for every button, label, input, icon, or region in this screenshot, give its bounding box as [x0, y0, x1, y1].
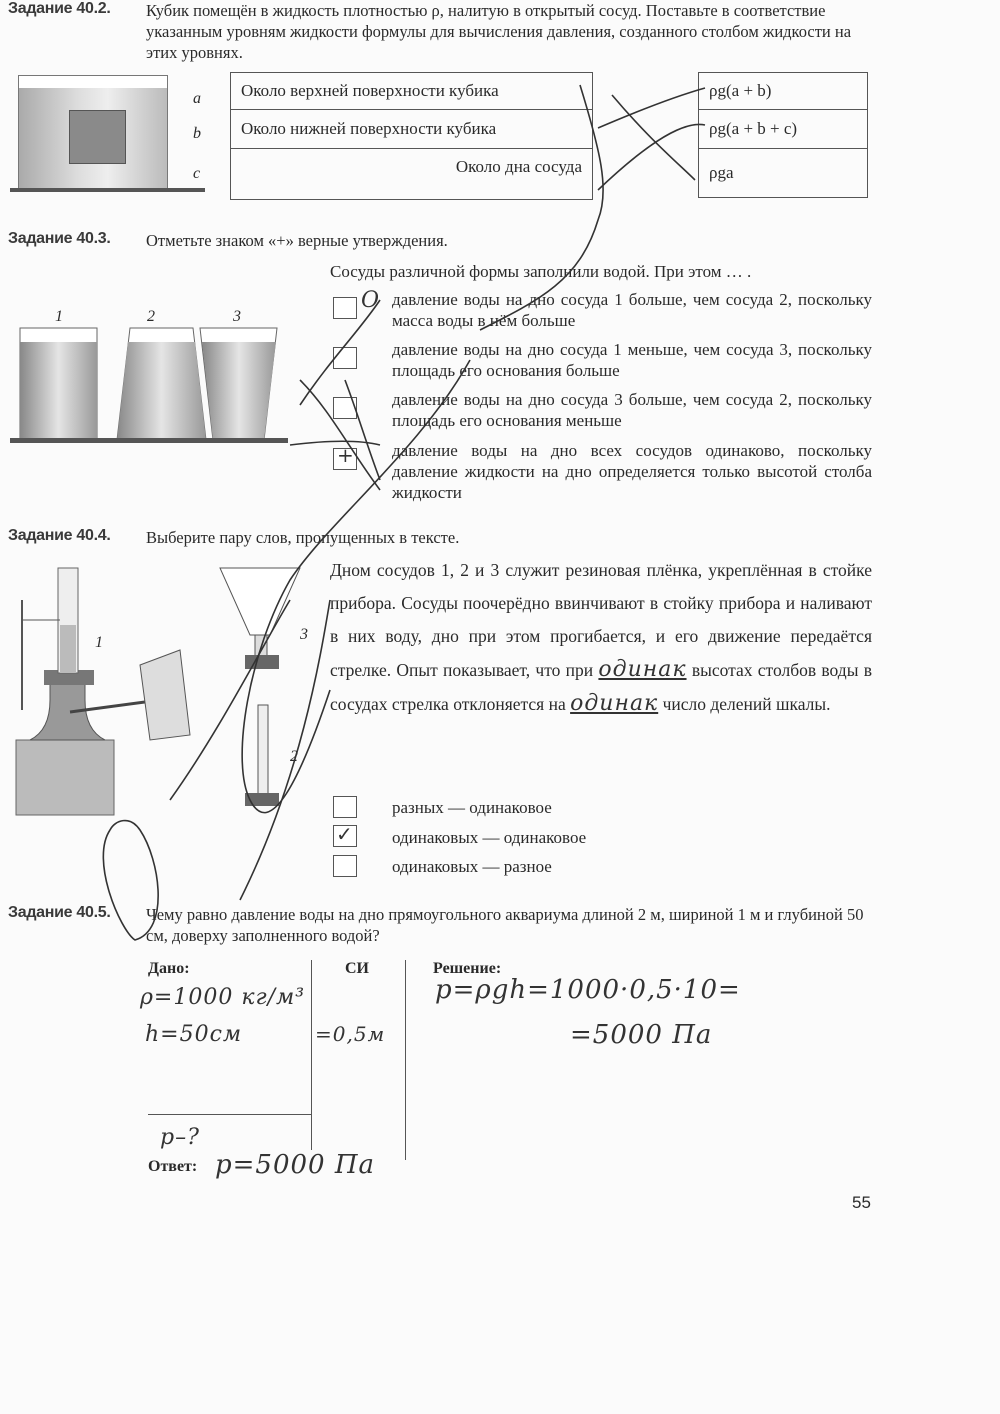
option-text: разных — одинаковое	[392, 798, 552, 817]
check-mark: ✓	[336, 822, 354, 846]
si-label: СИ	[345, 960, 369, 977]
answer-value[interactable]: p=5000 Па	[215, 1150, 376, 1180]
paragraph-text: число делений шкалы.	[662, 694, 831, 714]
option-checkbox[interactable]	[333, 397, 357, 419]
option-checkbox[interactable]	[333, 796, 357, 818]
option-checkbox[interactable]	[333, 297, 357, 319]
vessel-label: 1	[55, 308, 63, 325]
task-40-2-text: Кубик помещён в жидкость плотностью ρ, налитую в открытый сосуд. Поставьте в соответствие указанным уровням жидкости формулы для вычисления давления, созданного столбом жидкости на этих уровнях.	[146, 1, 852, 62]
task-40-3-text: Отметьте знаком «+» верные утверждения.	[146, 231, 448, 250]
formula-cell[interactable]	[698, 148, 868, 198]
option-text: давление воды на дно сосуда 1 меньше, чем сосуда 3, поскольку площадь его основания больше	[392, 340, 872, 380]
handwritten-circle: O	[361, 288, 381, 313]
task-40-3-intro: Сосуды различной формы заполнили водой. При этом … .	[330, 262, 752, 281]
task-40-4-label: Задание 40.4.	[8, 527, 111, 544]
level-text: Около нижней поверхности кубика	[241, 119, 497, 138]
paragraph-text: высотах столбов воды в сосудах стрелка отклоняется на	[330, 660, 873, 714]
divider	[148, 1114, 311, 1115]
option-checkbox[interactable]	[333, 443, 357, 470]
solution-line[interactable]: =5000 Па	[570, 1020, 713, 1050]
option-text: одинаковых — разное	[392, 857, 552, 876]
task-40-5-label: Задание 40.5.	[8, 904, 111, 921]
label-a: a	[193, 90, 201, 107]
option-text: давление воды на дно сосуда 3 больше, чем сосуда 2, поскольку площадь его основания меньше	[392, 390, 872, 430]
formula-cell[interactable]	[698, 109, 868, 149]
task-40-2-label: Задание 40.2.	[8, 0, 111, 17]
task-40-4-text: Выберите пару слов, пропущенных в тексте.	[146, 528, 460, 547]
given-density[interactable]: ρ=1000 кг/м³	[140, 985, 306, 1010]
task-40-4-paragraph	[330, 554, 872, 721]
formula-cell[interactable]	[698, 72, 868, 110]
option-checkbox[interactable]	[333, 822, 357, 847]
label-b: b	[193, 125, 201, 142]
match-line	[598, 88, 705, 128]
option-checkbox[interactable]	[333, 347, 357, 369]
pressure-device-figure	[0, 0, 330, 830]
vessel-label: 2	[147, 308, 155, 325]
answer-label: Ответ:	[148, 1158, 198, 1175]
plus-mark: +	[337, 443, 355, 467]
figure-label: 3	[300, 626, 308, 643]
option-checkbox[interactable]	[333, 855, 357, 877]
solution-label: Решение:	[433, 960, 502, 977]
divider	[405, 960, 406, 1160]
handwritten-blank-2[interactable]: одинак	[570, 691, 659, 716]
divider	[311, 960, 312, 1150]
level-text: Около дна сосуда	[455, 157, 582, 176]
given-label: Дано:	[148, 960, 190, 977]
label-c: c	[193, 165, 201, 182]
figure-label: 2	[290, 748, 298, 765]
level-text: Около верхней поверхности кубика	[241, 81, 499, 100]
option-text: давление воды на дно всех сосудов одинаково, поскольку давление жидкости на дно определяется только высотой столба жидкости	[392, 441, 872, 502]
find-pressure[interactable]: p–?	[160, 1125, 200, 1150]
handwritten-blank-1[interactable]: одинак	[598, 657, 687, 682]
page-number: 55	[852, 1193, 871, 1212]
si-height[interactable]: =0,5м	[315, 1022, 386, 1046]
given-height[interactable]: h=50см	[145, 1022, 243, 1047]
option-text: одинаковых — одинаковое	[392, 828, 587, 847]
option-text: давление воды на дно сосуда 1 больше, чем сосуда 2, поскольку масса воды в нём больше	[392, 290, 872, 330]
formula-text: ρg(a + b)	[709, 81, 772, 100]
formula-text: ρg(a + b + c)	[709, 119, 798, 138]
solution-line[interactable]: p=ρgh=1000·0,5·10=	[435, 975, 741, 1005]
task-40-5-text: Чему равно давление воды на дно прямоугольного аквариума длиной 2 м, шириной 1 м и глубиной 50 см, доверху заполненного водой?	[146, 905, 864, 945]
task-40-3-label: Задание 40.3.	[8, 230, 111, 247]
paragraph-text: Дном сосудов 1, 2 и 3 служит резиновая плёнка, укреплённая в стойке прибора. Сосуды поочерёдно ввинчивают в стойку прибора и наливают в них воду, дно при этом прогибается, и его движение передаётся стрелке. Опыт показывает, что при	[330, 560, 872, 680]
figure-label: 1	[95, 634, 103, 651]
formula-text: ρga	[709, 163, 734, 182]
vessel-label: 3	[233, 308, 241, 325]
